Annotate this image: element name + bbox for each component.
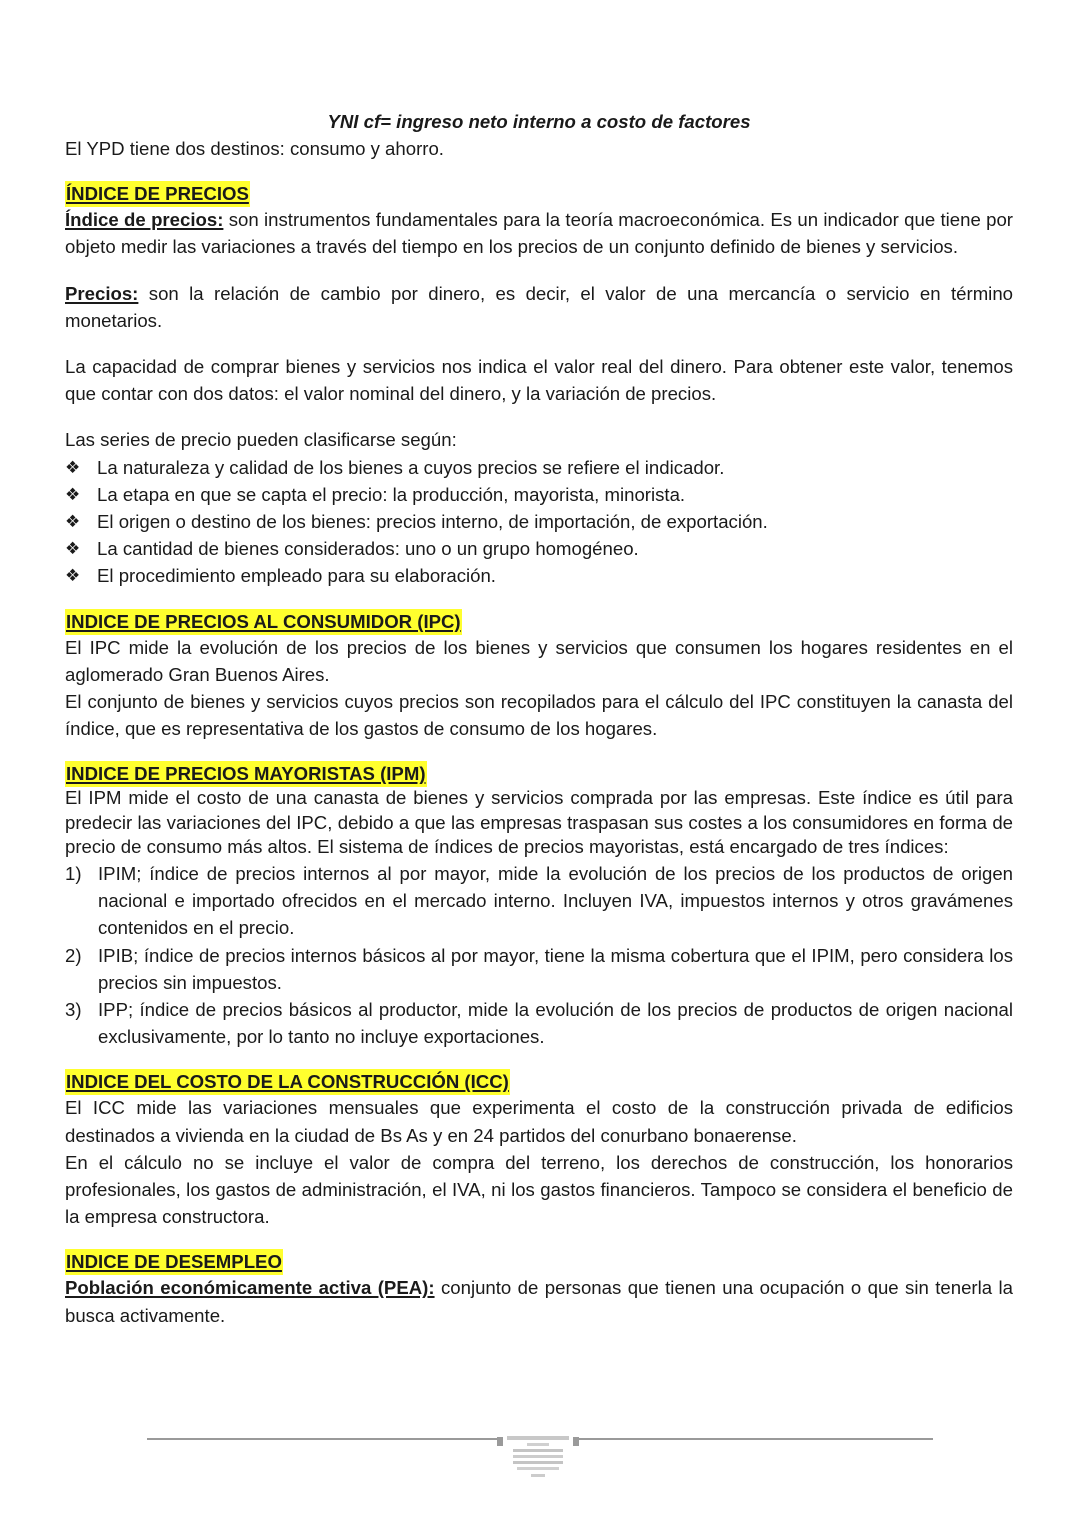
precios-definition-text: son la relación de cambio por dinero, es decir, el valor de una mercancía o servicio en término monetarios. [65,282,1013,331]
diamond-bullet-icon: ❖ [65,539,81,559]
ipc-paragraph-2: El conjunto de bienes y servicios cuyos precios son recopilados para el cálculo del IPC constituyen la canasta del índice, que es representativa de los gastos de consumo de los hogares. [65,691,1013,740]
series-precio-list [65,454,1013,590]
list-item: ❖ La cantidad de bienes considerados: uno o un grupo homogéneo. [65,535,1013,562]
term-precios: Precios: [65,282,139,304]
diamond-bullet-icon: ❖ [65,512,81,532]
section-ipc [65,609,1013,743]
section-heading-icc: INDICE DEL COSTO DE LA CONSTRUCCIÓN (ICC) [65,1069,510,1095]
footer-logo-icon [497,1433,579,1481]
footer-rule-right [579,1438,933,1440]
ipm-index-list [65,860,1013,1050]
pea-definition [65,1274,1013,1328]
section-indice-precios [65,181,1013,589]
section-heading-ipc: INDICE DE PRECIOS AL CONSUMIDOR (IPC) [65,609,462,635]
list-item: ❖ El procedimiento empleado para su elaboración. [65,562,1013,589]
section-heading-desempleo: INDICE DE DESEMPLEO [65,1249,283,1275]
footer-rule-left [147,1438,497,1440]
section-icc [65,1069,1013,1230]
list-item: ❖ El origen o destino de los bienes: precios interno, de importación, de exportación. [65,508,1013,535]
term-pea: Población económicamente activa (PEA): [65,1277,435,1299]
document-page [65,108,1013,1329]
list-item: 1) IPIM; índice de precios internos al por mayor, mide la evolución de los precios de los productos de origen nacional e importado ofrecidos en el mercado interno. Incluyen IVA, impuestos internos y otros gravámenes contenidos en el precio. [65,862,1013,939]
section-heading-indice-precios: ÍNDICE DE PRECIOS [65,181,250,207]
diamond-bullet-icon: ❖ [65,566,81,586]
indice-precios-definition-text: son instrumentos fundamentales para la teoría macroeconómica. Es un indicador que tiene por objeto medir las variaciones a través del tiempo en los precios de un conjunto definido de bienes y servicios. [65,209,1013,258]
diamond-bullet-icon: ❖ [65,457,81,477]
capacidad-compra-paragraph: La capacidad de comprar bienes y servicios nos indica el valor real del dinero. Para obtener este valor, tenemos que contar con dos datos: el valor nominal del dinero, y la variación de precios. [65,356,1013,405]
precios-definition [65,280,1013,334]
section-ipm [65,761,1013,1050]
list-item: ❖ La naturaleza y calidad de los bienes a cuyos precios se refiere el indicador. [65,454,1013,481]
term-indice-precios: Índice de precios: [65,209,224,231]
indice-precios-definition [65,206,1013,260]
pea-definition-text: conjunto de personas que tienen una ocupación o que sin tenerla la busca activamente. [65,1277,1013,1326]
list-item: 2) IPIB; índice de precios internos básicos al por mayor, tiene la misma cobertura que el IPIM, pero considera los precios sin impuestos. [65,944,1013,993]
section-heading-ipm: INDICE DE PRECIOS MAYORISTAS (IPM) [65,761,427,787]
icc-paragraph-1: El ICC mide las variaciones mensuales que experimenta el costo de la construcción privada de edificios destinados a vivienda en la ciudad de Bs As y en 24 partidos del conurbano bonaerense. [65,1097,1013,1146]
ypd-paragraph: El YPD tiene dos destinos: consumo y ahorro. [65,138,444,159]
ipc-paragraph-1: El IPC mide la evolución de los precios de los bienes y servicios que consumen los hogares residentes en el aglomerado Gran Buenos Aires. [65,636,1013,685]
icc-paragraph-2: En el cálculo no se incluye el valor de compra del terreno, los derechos de construcción, los honorarios profesionales, los gastos de administración, el IVA, ni los gastos financieros. Tampoco se considera el beneficio de la empresa constructora. [65,1151,1013,1228]
list-item: ❖ La etapa en que se capta el precio: la producción, mayorista, minorista. [65,481,1013,508]
page-title: YNI cf= ingreso neto interno a costo de factores [327,111,751,132]
series-precio-intro: Las series de precio pueden clasificarse según: [65,429,457,451]
ipm-paragraph: El IPM mide el costo de una canasta de bienes y servicios comprada por las empresas. Este índice es útil para predecir las variaciones del IPC, debido a que las empresas traspasan sus costes a los consumidores en forma de precio de consumo más altos. El sistema de índices de precios mayoristas, está encargado de tres índices: [65,787,1013,858]
diamond-bullet-icon: ❖ [65,484,81,504]
section-desempleo [65,1249,1013,1328]
list-item: 3) IPP; índice de precios básicos al productor, mide la evolución de los precios de productos de origen nacional exclusivamente, por lo tanto no incluye exportaciones. [65,998,1013,1048]
